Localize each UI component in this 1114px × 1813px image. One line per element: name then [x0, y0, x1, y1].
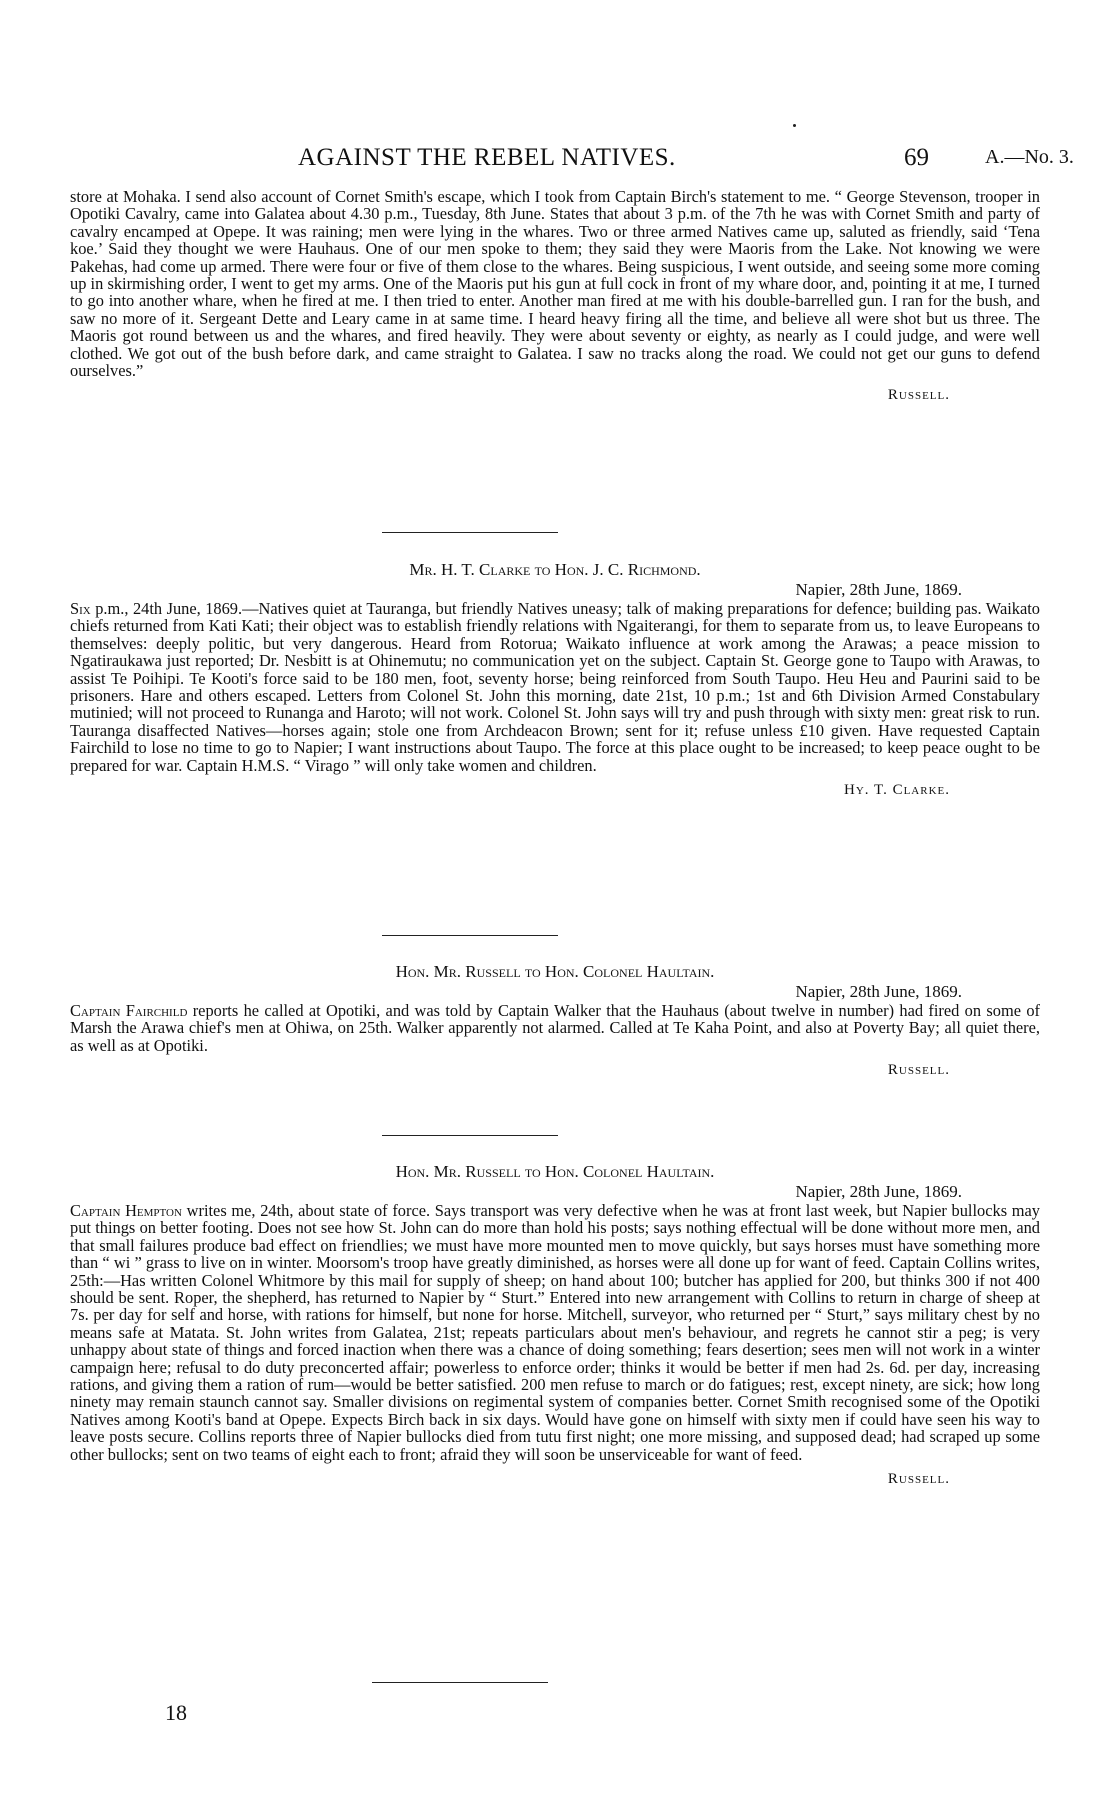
divider-rule — [382, 1135, 558, 1136]
signature: Russell. — [887, 1062, 950, 1079]
letter-dateline: Napier, 28th June, 1869. — [795, 580, 962, 599]
lead-word: Captain Fairchild — [70, 1001, 188, 1020]
body-paragraph — [70, 600, 1040, 774]
signature: Hy. T. Clarke. — [844, 782, 950, 799]
divider-rule — [372, 1682, 548, 1683]
body-paragraph — [70, 1002, 1040, 1054]
letter-heading: Mr. H. T. Clarke to Hon. J. C. Richmond. — [409, 560, 701, 579]
lead-word: Captain Hempton — [70, 1201, 182, 1220]
letter-russell-1 — [70, 962, 1040, 1079]
running-title: AGAINST THE REBEL NATIVES. — [298, 144, 676, 171]
letter-dateline: Napier, 28th June, 1869. — [795, 982, 962, 1001]
page-number: 69 — [904, 144, 929, 171]
body-paragraph — [70, 1202, 1040, 1463]
print-speck — [793, 124, 796, 127]
signature-mark: 18 — [165, 1700, 187, 1725]
body-paragraph: store at Mohaka. I send also account of Cornet Smith's escape, which I took from Captain Birch's statement to me. “ George Stevenson, trooper in Opotiki Cavalry, came into Galatea about 4.30 p.m., Tuesday, 8th June. States that about 3 p.m. of the 7th he was with Cornet Smith and party of cavalry encamped at Opepe. It was raining; men were lying in the whares. Two or three armed Natives came up, saluted as friendly, said ‘Tena koe.’ Said they thought we were Hauhaus. One of our men spoke to them; they said they were Maoris from the Lake. Not knowing we were Pakehas, had come up armed. There were four or five of them close to the whares. Being suspicious, I went outside, and seeing some more coming up in skirmishing order, I went to get my arms. One of the Maoris put his gun at full cock in front of my whare door, and, pointing it at me, I turned to go into another whare, when he fired at me. I then tried to enter. Another man fired at me with his double-barrelled gun. I ran for the bush, and saw no more of it. Sergeant Dette and Leary came in at same time. I heard heavy firing all the time, and believe all were shot but us three. The Maoris got round between us and the whares, and fired heavily. They were about seventy or eighty, as nearly as I could judge, and were well clothed. We got out of the bush before dark, and came straight to Galatea. I saw no tracks along the road. We could not get our guns to defend ourselves.” — [70, 187, 1040, 381]
divider-rule — [382, 935, 558, 936]
section-continued — [70, 188, 1040, 404]
divider-rule — [382, 532, 558, 533]
body-text: reports he called at Opotiki, and was told by Captain Walker that the Hauhaus (about twelve in number) had fired on some of Marsh the Arawa chief's men at Ohiwa, on 25th. Walker apparently not alarmed. Called at Te Kaha Point, and also at Poverty Bay; all quiet there, as well as at Opotiki. — [70, 1001, 1040, 1055]
letter-heading: Hon. Mr. Russell to Hon. Colonel Haultain. — [395, 1162, 715, 1181]
letter-dateline: Napier, 28th June, 1869. — [795, 1182, 962, 1201]
page-header — [0, 144, 1114, 178]
series-number: A.—No. 3. — [985, 146, 1074, 168]
lead-word: Six — [70, 599, 91, 618]
letter-heading: Hon. Mr. Russell to Hon. Colonel Haultain. — [395, 962, 715, 981]
body-text: p.m., 24th June, 1869.—Natives quiet at Tauranga, but friendly Natives uneasy; talk of making preparations for defence; building pas. Waikato chiefs returned from Kati Kati; their object was to establish friendly relations with Ngaiterangi, for them to separate from us, to leave Europeans to themselves: deeply politic, but very dangerous. Heard from Rotorua; Waikato influence at work among the Arawas; a peace mission to Ngatiraukawa just reported; Dr. Nesbitt is at Ohinemutu; no communication yet on the subject. Captain St. George gone to Taupo with Arawas, to assist Te Poihipi. Te Kooti's force said to be 180 men, foot, seventy horse; being reinforced from South Taupo. Heu Heu and Paurini said to be prisoners. Hare and others escaped. Letters from Colonel St. John this morning, date 21st, 10 p.m.; 1st and 6th Division Armed Constabulary mutinied; will not proceed to Runanga and Haroto; will not work. Colonel St. John says will try and push through with sixty men: great risk to run. Tauranga disaffected Natives—horses again; stole one from Archdeacon Brown; sent for it; refuse unless £10 given. Have requested Captain Fairchild to lose no time to go to Napier; I want instructions about Taupo. The force at this place ought to be increased; to keep peace ought to be prepared for war. Captain H.M.S. “ Virago ” will only take women and children. — [70, 599, 1040, 775]
letter-clarke — [70, 560, 1040, 799]
letter-russell-2 — [70, 1162, 1040, 1488]
signature: Russell. — [887, 387, 950, 404]
signature: Russell. — [887, 1471, 950, 1488]
body-text: writes me, 24th, about state of force. Says transport was very defective when he was at front last week, but Napier bullocks may put things on better footing. Does not see how St. John can do more than hold his posts; says nothing effectual will be done without more men, and that small failures produce bad effect on friendlies; we must have more mounted men to move quickly, but says horses must have something more than “ wi ” grass to live on in winter. Moorsom's troop have greatly diminished, as horses were all done up for want of feed. Captain Collins writes, 25th:—Has written Colonel Whitmore by this mail for supply of sheep; on hand about 100; butcher has applied for 200, but thinks 300 if not 400 should be sent. Roper, the shepherd, has returned to Napier by “ Sturt.” Entered into new arrangement with Collins to return in charge of sheep at 7s. per day for self and horse, with rations for himself, but none for horse. Mitchell, surveyor, who returned per “ Sturt,” says military chest by no means safe at Matata. St. John writes from Galatea, 21st; repeats particulars about men's behaviour, and regrets he cannot stir a peg; is very unhappy about state of things and forced inaction when there was a chance of doing something; fears desertion; sees men will not work in a winter campaign here; refusal to do duty preconcerted affair; powerless to enforce order; thinks it would be better if men had 2s. 6d. per day, increasing rations, and giving them a ration of rum—would be better satisfied. 200 men refuse to march or do fatigues; rest, except ninety, are sick; how long ninety may remain staunch cannot say. Smaller divisions on regimental system of companies better. Cornet Smith recognised some of the Opotiki Natives among Kooti's band at Opepe. Expects Birch back in six days. Would have gone on himself with sixty men if could have seen his way to leave posts secure. Collins reports three of Napier bullocks died from tutu first night; one more missing, and supposed dead; had scraped up some other bullocks; sent on two teams of eight each to front; afraid they will soon be unserviceable for want of feed. — [70, 1201, 1041, 1464]
